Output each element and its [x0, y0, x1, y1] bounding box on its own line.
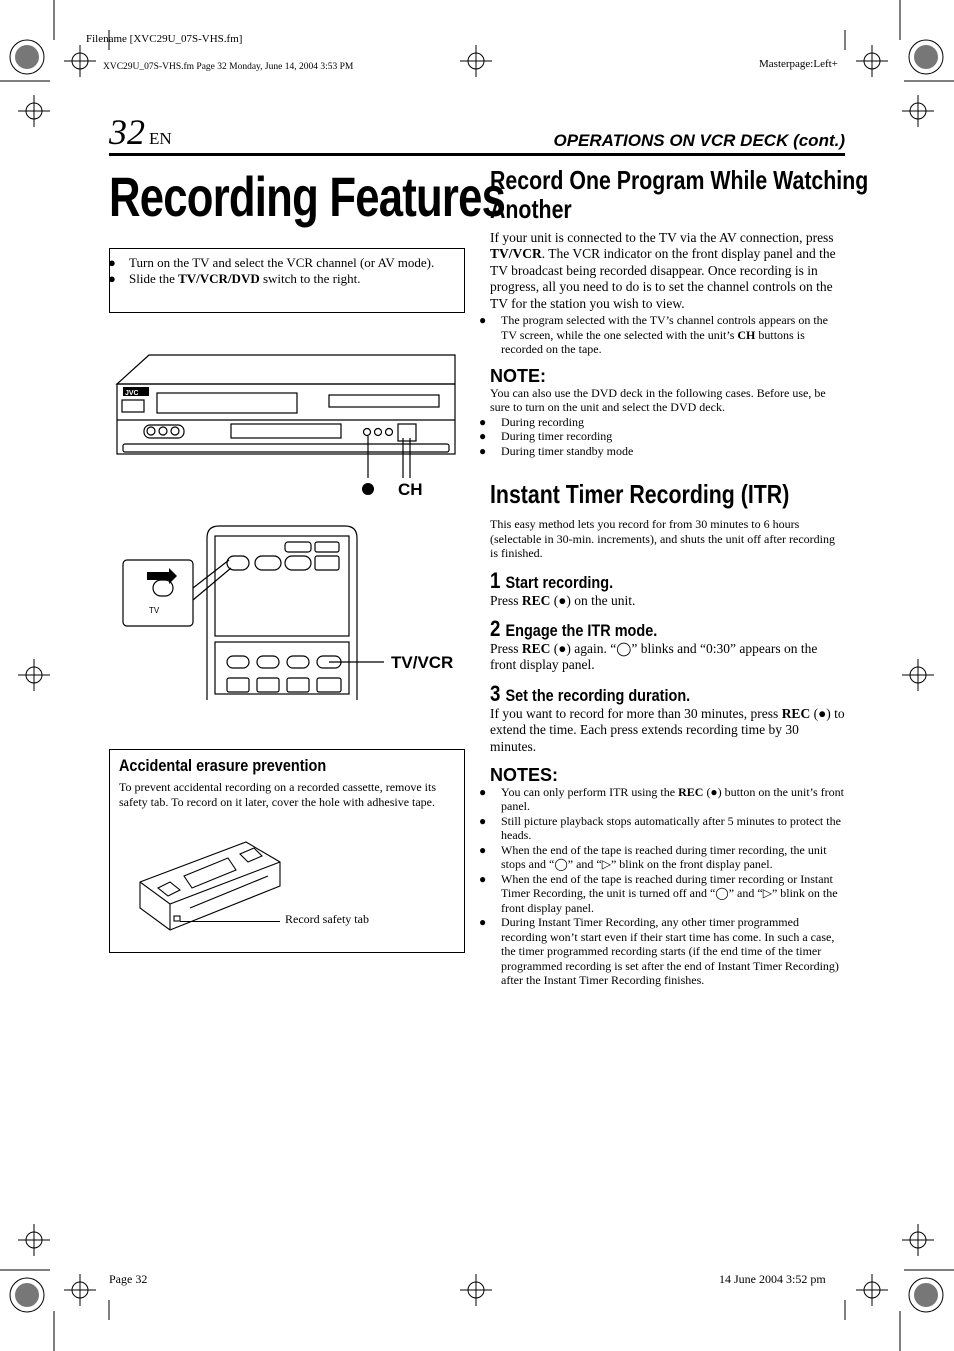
record-one-heading-2: Another [490, 194, 572, 224]
note-item-3: ● During timer standby mode [479, 443, 634, 458]
prep-item-1: ● Turn on the TV and select the VCR channel (or AV mode). ● Slide the TV/VCR/DVD switch to the right. [108, 255, 435, 286]
notes-item-5: ● During Instant Timer Recording, any other timer programmed recording won’t start even if their start time has come. In such a case, the timer programmed recording starts (if the end time of the timer programmed recording is set after the end of Instant Timer Recording) after the Instant Timer Recording finishes. [479, 915, 839, 988]
step-3-bold: REC [781, 705, 811, 721]
cassette-illustration [136, 836, 286, 940]
record-one-bullet: ● The program selected with the TV’s channel controls appears on the TV screen, while the one selected with the unit’s CH buttons is recorded on the tape. [479, 313, 829, 357]
page-number [109, 112, 172, 159]
note-item-1-text: During recording [501, 414, 584, 429]
step-1-num: 1 [490, 567, 501, 593]
notes-item-3: ● When the end of the tape is reached during timer recording, the unit stops and “◯” and “▷” blink on the front display panel. [479, 842, 827, 872]
note-item-2: ● During timer recording [479, 429, 613, 444]
step-2-post: (●) again. “◯” blinks and “0:30” appears on the front display panel. [490, 640, 818, 673]
step-1-post: (●) on the unit. [550, 592, 636, 608]
notes-item-1-post: (●) button on the unit’s front panel. [501, 784, 845, 814]
step-1-text [490, 593, 845, 609]
notes-item-2-text: Still picture playback stops automatically after 5 minutes to protect the heads. [501, 813, 841, 843]
erasure-box [109, 749, 465, 953]
step-2-bold: REC [521, 640, 551, 656]
tv-switch-label: TV [149, 606, 160, 615]
prep-item-2-bold: TV/VCR/DVD [178, 271, 260, 286]
step-3-post: (●) to extend the time. Each press extends recording time by 30 minutes. [490, 705, 845, 754]
lang-label: EN [149, 129, 172, 148]
step-2-heading [490, 615, 792, 641]
itr-intro: This easy method lets you record for from 30 minutes to 6 hours (selectable in 30-min. increments), and shuts the unit off after recording is finished. [490, 517, 835, 561]
right-column [479, 165, 869, 988]
notes-item-4-text: When the end of the tape is reached during timer recording or Instant Timer Recording, the unit is turned off and “◯” and “▷” blink on the front display panel. [501, 871, 838, 915]
step-1-title: Start recording. [505, 572, 614, 592]
step-3-pre: If you want to record for more than 30 minutes, press [490, 705, 782, 721]
note-heading: NOTE: [490, 365, 546, 386]
ch-label: CH [398, 480, 423, 499]
jvc-logo: JVC [125, 390, 139, 397]
footer-date: 14 June 2004 3:52 pm [719, 1272, 826, 1286]
itr-heading: Instant Timer Recording (ITR) [490, 479, 790, 510]
record-one-bullet-post: buttons is recorded on the tape. [501, 327, 805, 357]
record-one-paragraph [490, 230, 845, 312]
notes-item-1-bold: REC [678, 784, 704, 799]
page-number-value: 32 [109, 112, 145, 152]
note-text: You can also use the DVD deck in the following cases. Before use, be sure to turn on the unit and select the DVD deck. [490, 385, 826, 415]
step-3-heading [490, 680, 792, 706]
notes-item-1: ● You can only perform ITR using the REC (●) button on the unit’s front panel. [479, 784, 845, 814]
tv-vcr-label: TV/VCR [391, 653, 454, 672]
record-one-heading-1: Record One Program While Watching [490, 165, 869, 195]
note-item-3-text: During timer standby mode [501, 443, 634, 458]
erasure-heading: Accidental erasure prevention [119, 756, 327, 775]
record-one-bullet-bold: CH [737, 327, 756, 342]
step-3-title: Set the recording duration. [505, 685, 691, 705]
step-1-bold: REC [521, 592, 551, 608]
step-2-title: Engage the ITR mode. [505, 620, 658, 640]
prep-item-2-pre: Slide the [129, 271, 179, 286]
step-3-num: 3 [490, 680, 501, 706]
record-one-pre: If your unit is connected to the TV via the AV connection, press [490, 230, 834, 245]
note-item-1: ● During recording [479, 414, 584, 429]
record-one-bold: TV/VCR [490, 246, 542, 262]
safety-tab-callout: Record safety tab [285, 912, 369, 926]
prep-item-2-post: switch to the right. [259, 271, 361, 286]
filename-label: Filename [XVC29U_07S-VHS.fm] [86, 33, 243, 45]
step-3-text [490, 706, 845, 755]
step-2-num: 2 [490, 615, 501, 641]
prep-item-1-text: Turn on the TV and select the VCR channel (or AV mode). [129, 255, 435, 270]
record-one-post: . The VCR indicator on the front display panel and the TV broadcast being recorded disappear. Once recording is in progress, all you need to do is to set the channel controls on the TV for the station you wish to view. [490, 246, 836, 311]
section-header: OPERATIONS ON VCR DECK (cont.) [553, 131, 845, 150]
notes-item-3-text: When the end of the tape is reached during timer recording, the unit stops and “◯” and “▷” blink on the front display panel. [501, 842, 827, 872]
notes-heading: NOTES: [490, 764, 559, 785]
record-one-heading [490, 165, 869, 224]
record-one-bullet-pre: The program selected with the TV’s channel controls appears on the TV screen, while the one selected with the unit’s [501, 313, 829, 342]
masterpage-label: Masterpage:Left+ [759, 58, 838, 70]
step-1-pre: Press [490, 592, 522, 608]
prep-box [109, 248, 465, 313]
step-2-text [490, 641, 845, 674]
callout-line [180, 921, 280, 922]
notes-item-1-pre: You can only perform ITR using the [501, 784, 679, 799]
vcr-remote-illustration [109, 350, 469, 700]
footer-page: Page 32 [109, 1272, 148, 1286]
note-item-2-text: During timer recording [501, 429, 613, 444]
notes-item-5-text: During Instant Timer Recording, any other timer programmed recording won’t start even if their start time has come. In such a case, the timer programmed recording starts (if the end time of the timer programmed recording is set after the end of Instant Timer Recording) after the Instant Timer Recording finishes. [501, 915, 839, 988]
step-1-heading [490, 567, 792, 593]
header-rule [109, 153, 845, 156]
notes-item-4: ● When the end of the tape is reached during timer recording or Instant Timer Recording, the unit is turned off and “◯” and “▷” blink on the front display panel. [479, 871, 838, 915]
erasure-text: To prevent accidental recording on a recorded cassette, remove its safety tab. To record on it later, cover the hole with adhesive tape. [119, 780, 437, 809]
notes-item-2: ● Still picture playback stops automatically after 5 minutes to protect the heads. [479, 813, 841, 843]
page-title: Recording Features [109, 165, 506, 228]
step-2-pre: Press [490, 640, 522, 656]
file-info: XVC29U_07S-VHS.fm Page 32 Monday, June 14, 2004 3:53 PM [103, 62, 354, 72]
